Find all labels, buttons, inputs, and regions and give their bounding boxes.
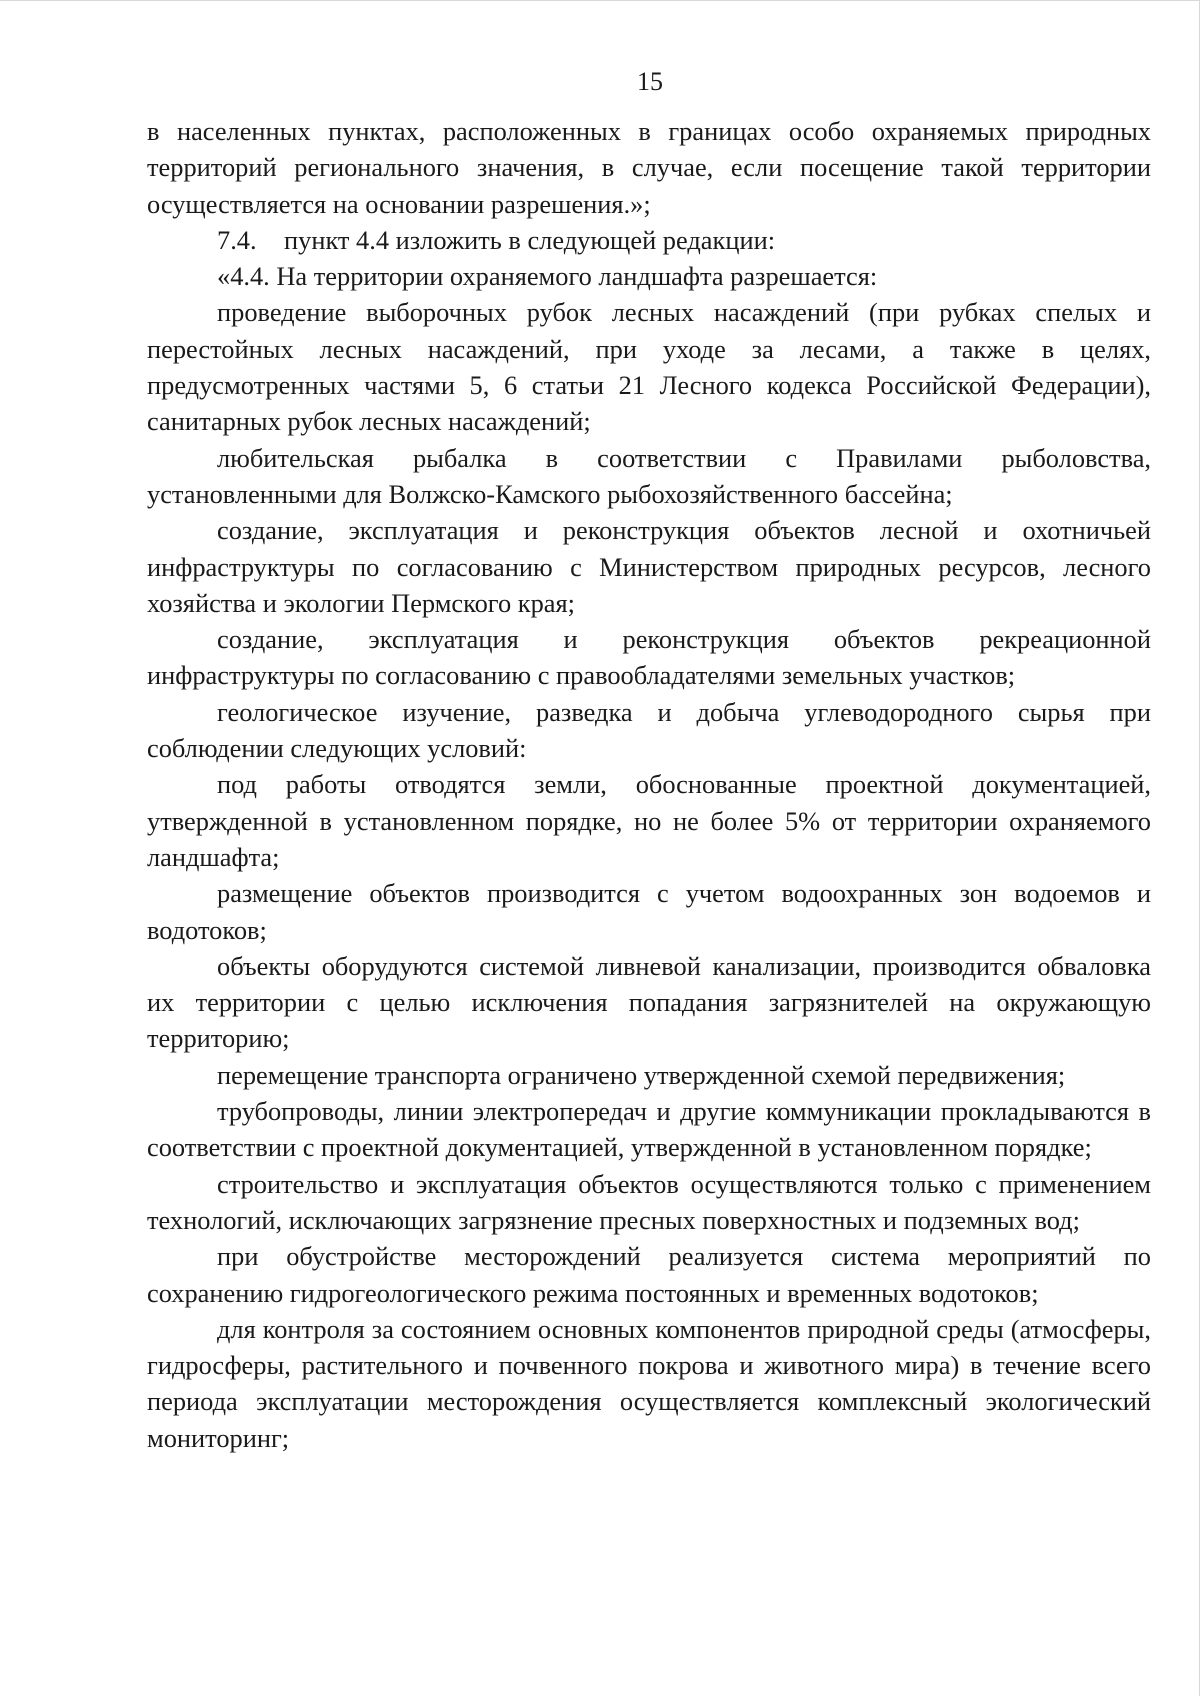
- paragraph-storm-sewer: объекты оборудуются системой ливневой канализации, производится обваловка их территории с целью исключения попадания загрязнителей на окружающую территорию;: [147, 950, 1151, 1054]
- item-number: 7.4.: [217, 224, 257, 255]
- paragraph-selective-logging: проведение выборочных рубок лесных насаждений (при рубках спелых и перестойных лесных насаждений, при уходе за лесами, а также в целях, предусмотренных частями 5, 6 статьи 21 Лесного кодекса Российской Федерации), санитарных рубок лесных насаждений;: [147, 297, 1151, 437]
- paragraph-transport: перемещение транспорта ограничено утвержденной схемой передвижения;: [217, 1059, 1066, 1090]
- paragraph-hydrogeology: при обустройстве месторождений реализуется система мероприятий по сохранению гидрогеологического режима постоянных и временных водотоков;: [147, 1241, 1151, 1308]
- paragraph-pipelines: трубопроводы, линии электропередач и другие коммуникации прокладываются в соответствии с проектной документацией, утвержденной в установленном порядке;: [147, 1096, 1151, 1163]
- paragraph-water-protection: размещение объектов производится с учетом водоохранных зон водоемов и водотоков;: [147, 878, 1151, 945]
- paragraph-continuation: в населенных пунктах, расположенных в границах особо охраняемых природных территорий регионального значения, в случае, если посещение такой территории осуществляется на основании разрешения.»;: [147, 116, 1151, 219]
- paragraph-forest-infrastructure: создание, эксплуатация и реконструкция объектов лесной и охотничьей инфраструктуры по согласованию с Министерством природных ресурсов, лесного хозяйства и экологии Пермского края;: [147, 515, 1151, 618]
- paragraph-construction: строительство и эксплуатация объектов осуществляются только с применением технологий, исключающих загрязнение пресных поверхностных и подземных вод;: [147, 1168, 1151, 1235]
- paragraph-item-7-4: [147, 222, 1151, 258]
- paragraph-clause-4-4: «4.4. На территории охраняемого ландшафта разрешается:: [217, 261, 878, 292]
- document-body: [147, 113, 1151, 1456]
- page-number: 15: [637, 67, 663, 96]
- paragraph-land-allocation: под работы отводятся земли, обоснованные проектной документацией, утвержденной в установленном порядке, но не более 5% от территории охраняемого ландшафта;: [147, 769, 1151, 872]
- paragraph-monitoring: для контроля за состоянием основных компонентов природной среды (атмосферы, гидросферы, растительного и почвенного покрова и животного мира) в течение всего периода эксплуатации месторождения осуществляется комплексный экологический мониторинг;: [147, 1313, 1151, 1453]
- paragraph-fishing: любительская рыбалка в соответствии с Правилами рыболовства, установленными для Волжско-Камского рыбохозяйственного бассейна;: [147, 442, 1151, 509]
- item-text: пункт 4.4 изложить в следующей редакции:: [284, 224, 776, 255]
- paragraph-geological-study: геологическое изучение, разведка и добыча углеводородного сырья при соблюдении следующих условий:: [147, 696, 1151, 764]
- paragraph-recreation-infrastructure: создание, эксплуатация и реконструкция объектов рекреационной инфраструктуры по согласованию с правообладателями земельных участков;: [147, 624, 1151, 691]
